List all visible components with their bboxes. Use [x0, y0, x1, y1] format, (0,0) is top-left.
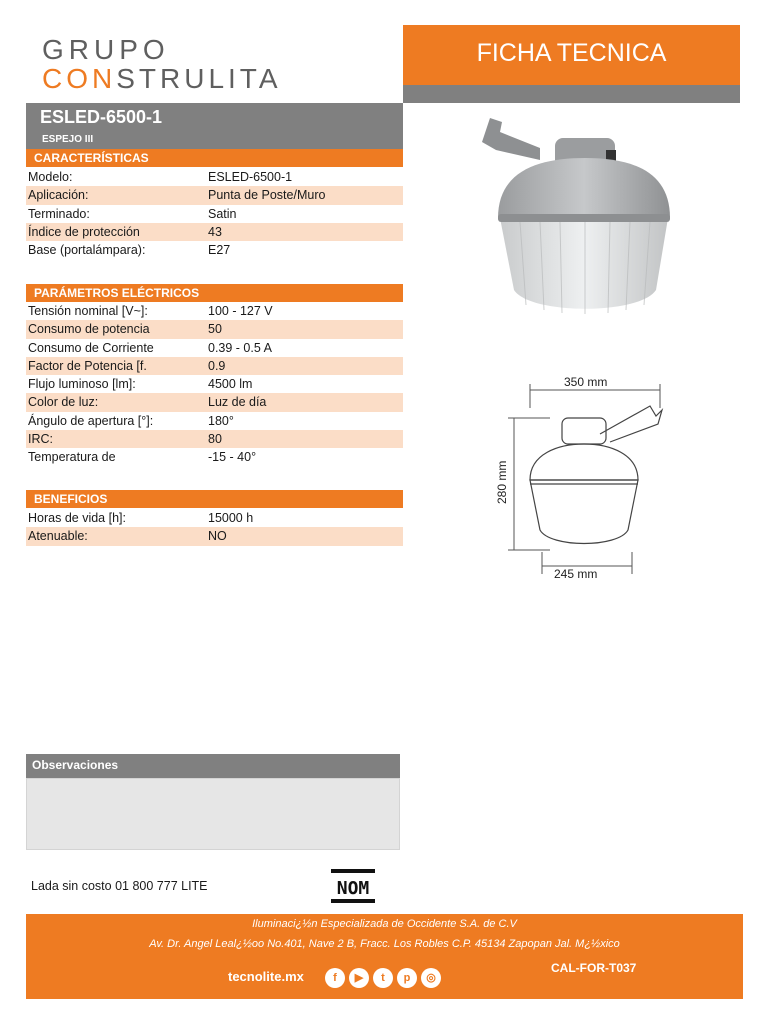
- table-row: [26, 412, 403, 430]
- dim-width-bottom: 245 mm: [554, 567, 598, 581]
- ficha-bar: [403, 85, 740, 103]
- parametros-table: [26, 302, 403, 467]
- row-key: Tensión nominal [V~]:: [28, 304, 148, 318]
- row-key: Modelo:: [28, 170, 73, 184]
- observaciones-body: [26, 778, 400, 850]
- row-value: 4500 lm: [208, 377, 253, 392]
- beneficios-table: [26, 509, 403, 546]
- table-row: [26, 448, 403, 466]
- dimension-drawing: [450, 362, 700, 597]
- footer-doc-code: CAL-FOR-T037: [551, 961, 637, 975]
- logo-accent: CON: [42, 63, 117, 94]
- table-row: [26, 241, 403, 259]
- table-row: [26, 375, 403, 393]
- table-row: [26, 205, 403, 223]
- row-key: Terminado:: [28, 206, 90, 221]
- section-caracteristicas: CARACTERÍSTICAS: [26, 149, 403, 167]
- row-value: 180°: [208, 413, 234, 428]
- table-row: [26, 320, 403, 338]
- product-photo: [460, 110, 700, 350]
- product-subtitle: ESPEJO III: [42, 134, 94, 145]
- row-key: Consumo de Corriente: [28, 340, 154, 355]
- row-key: Consumo de potencia: [28, 322, 150, 337]
- footer-address: Av. Dr. Angel Leal¿½oo No.401, Nave 2 B, Fracc. Los Robles C.P. 45134 Zapopan Jal. M¿½xico: [149, 938, 620, 950]
- row-key: Factor de Potencia [f.: [28, 358, 147, 373]
- row-value: Punta de Poste/Muro: [208, 188, 326, 203]
- nom-seal: [330, 868, 376, 904]
- table-row: [26, 302, 403, 320]
- row-value: 43: [208, 224, 222, 239]
- dim-height: 280 mm: [495, 460, 509, 504]
- row-value: -15 - 40°: [208, 450, 257, 465]
- row-value: 80: [208, 432, 222, 447]
- product-header: [26, 103, 403, 149]
- section-parametros: PARÁMETROS ELÉCTRICOS: [26, 284, 403, 302]
- table-row: [26, 186, 403, 204]
- row-value: 15000 h: [208, 511, 254, 525]
- table-row: [26, 509, 403, 527]
- table-row: [26, 527, 403, 545]
- caracteristicas-table: [26, 168, 403, 259]
- social-icons: [325, 968, 441, 988]
- ficha-title: FICHA TECNICA: [403, 25, 740, 85]
- pinterest-icon[interactable]: p: [397, 968, 417, 988]
- row-key: Temperatura de: [28, 450, 116, 465]
- row-key: Atenuable:: [28, 529, 88, 544]
- table-row: [26, 168, 403, 186]
- nom-text: NOM: [336, 878, 370, 899]
- table-row: [26, 339, 403, 357]
- row-value: 0.9: [208, 358, 226, 373]
- row-key: Índice de protección: [28, 224, 140, 239]
- row-value: E27: [208, 243, 231, 258]
- row-value: 50: [208, 322, 222, 337]
- logo-line1: GRUPO: [42, 34, 170, 65]
- logo-line2: [42, 64, 312, 94]
- table-row: [26, 223, 403, 241]
- twitter-icon[interactable]: t: [373, 968, 393, 988]
- dim-width-top: 350 mm: [564, 375, 608, 389]
- row-value: NO: [208, 529, 227, 544]
- row-value: 100 - 127 V: [208, 304, 273, 318]
- row-key: IRC:: [28, 432, 53, 447]
- row-key: Base (portalámpara):: [28, 243, 146, 258]
- row-value: Luz de día: [208, 395, 267, 410]
- footer-company: Iluminaci¿½n Especializada de Occidente S.A. de C.V: [252, 918, 517, 930]
- logo-rest: STRULITA: [116, 63, 282, 94]
- product-code: ESLED-6500-1: [40, 107, 163, 127]
- table-row: [26, 393, 403, 411]
- row-key: Horas de vida [h]:: [28, 511, 126, 525]
- row-value: ESLED-6500-1: [208, 170, 293, 184]
- facebook-icon[interactable]: f: [325, 968, 345, 988]
- dimension-svg: [450, 362, 700, 597]
- row-key: Color de luz:: [28, 395, 99, 410]
- observaciones-header: Observaciones: [26, 754, 400, 778]
- section-beneficios: BENEFICIOS: [26, 490, 403, 508]
- lada-text: Lada sin costo 01 800 777 LITE: [31, 879, 208, 893]
- table-row: [26, 357, 403, 375]
- youtube-icon[interactable]: ▶: [349, 968, 369, 988]
- footer: [26, 914, 743, 999]
- row-key: Ángulo de apertura [°]:: [28, 413, 154, 428]
- row-key: Aplicación:: [28, 188, 89, 203]
- table-row: [26, 430, 403, 448]
- company-logo: [42, 36, 312, 96]
- row-value: Satin: [208, 206, 237, 221]
- row-value: 0.39 - 0.5 A: [208, 340, 272, 355]
- instagram-icon[interactable]: ◎: [421, 968, 441, 988]
- footer-site-link[interactable]: tecnolite.mx: [228, 969, 304, 984]
- row-key: Flujo luminoso [lm]:: [28, 377, 136, 392]
